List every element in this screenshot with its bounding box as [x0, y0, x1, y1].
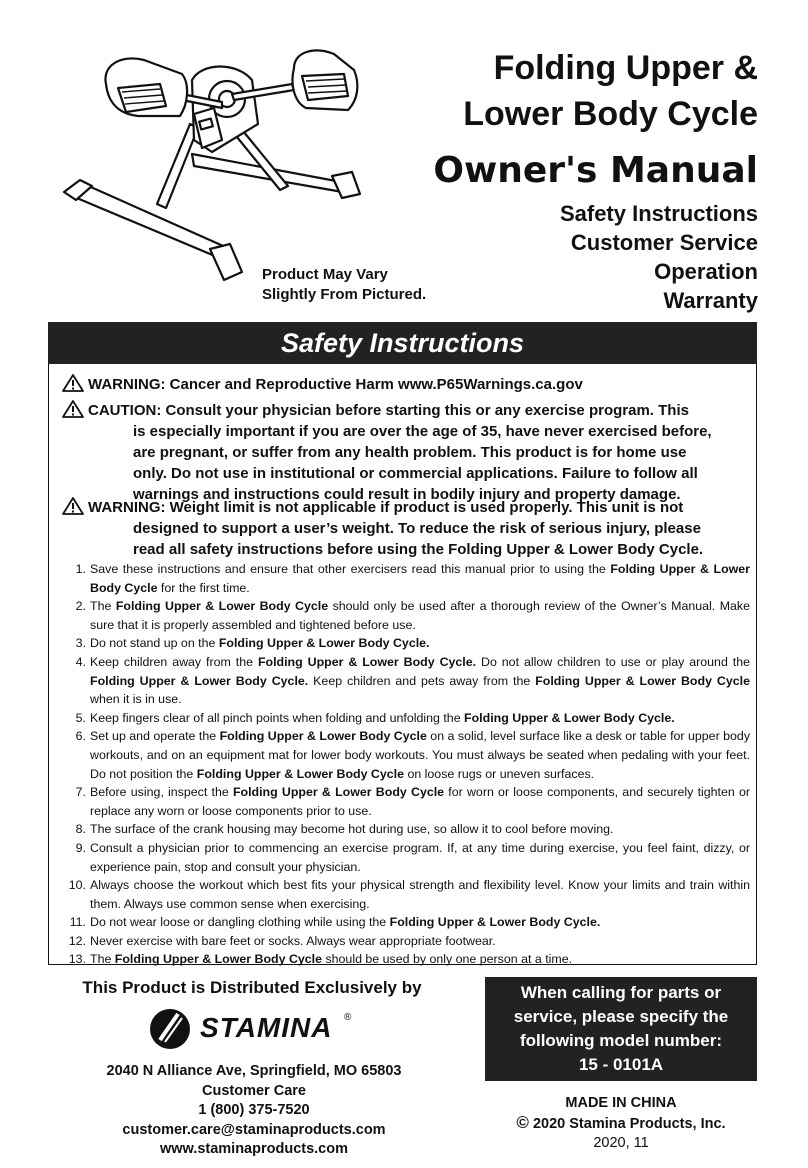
date-code: 2020, 11 [593, 1135, 649, 1151]
caution-line5: warnings and instructions could result in bodily injury and property damage. [133, 486, 681, 503]
image-note [262, 265, 426, 305]
safety-item-text: Always choose the workout which best fits your physical strength and flexibility level. Know your limits and train within them. Always use common sense when exercising. [90, 878, 750, 911]
caution-physician [62, 400, 752, 505]
safety-item [62, 727, 750, 783]
address-street: 2040 N Alliance Ave, Springfield, MO 65803 [106, 1063, 402, 1079]
safety-item [62, 932, 750, 951]
safety-item-number: 4. [75, 654, 86, 669]
callbox-line3: following model number: [519, 1031, 723, 1050]
safety-item-text: Keep children away from the Folding Upper & Lower Body Cycle. Do not allow children to use or play around the Folding Upper & Lower Body Cycle. Keep children and pets away from the Folding Upper & Lower Body Cycle when it is in use. [90, 654, 750, 707]
safety-item-text: Do not stand up on the Folding Upper & Lower Body Cycle. [90, 636, 430, 651]
safety-item-text: Never exercise with bare feet or socks. Always wear appropriate footwear. [90, 933, 496, 948]
safety-item-number: 6. [75, 729, 86, 744]
section-customer-service: Customer Service [570, 230, 758, 255]
brand-registered-mark: ® [344, 1012, 352, 1023]
image-note-line1: Product May Vary [262, 266, 388, 283]
warning-triangle-icon [62, 374, 84, 392]
weight-line1: WARNING: Weight limit is not applicable if product is used properly. This unit is not [88, 499, 684, 516]
model-number-box [485, 977, 757, 1081]
safety-item-text: Do not wear loose or dangling clothing while using the Folding Upper & Lower Body Cycle. [90, 915, 601, 930]
safety-item-number: 2. [75, 599, 86, 614]
safety-item [62, 839, 750, 876]
safety-item-text: Before using, inspect the Folding Upper & Lower Body Cycle for worn or loose components, and securely tighten or replace any worn or loose components prior to use. [90, 785, 751, 818]
safety-item-number: 11. [69, 915, 86, 930]
model-number: 15 - 0101A [578, 1055, 664, 1074]
distributor-heading: This Product is Distributed Exclusively by [82, 978, 422, 997]
product-title-line2: Lower Body Cycle [463, 95, 758, 133]
safety-item-text: Save these instructions and ensure that other exercisers read this manual prior to using the Folding Upper & Lower Body Cycle for the first time. [90, 562, 750, 595]
safety-item [62, 653, 750, 709]
made-in: MADE IN CHINA [565, 1095, 677, 1111]
section-warranty: Warranty [663, 288, 758, 313]
safety-item-number: 1. [75, 562, 86, 576]
product-title-line1: Folding Upper & [493, 49, 758, 87]
safety-item [62, 820, 750, 839]
warning-cancer [62, 374, 752, 395]
safety-item [62, 597, 750, 634]
warning-triangle-icon [62, 497, 84, 515]
safety-item-text: The Folding Upper & Lower Body Cycle should be used by only one person at a time. [90, 952, 573, 967]
safety-item [62, 709, 750, 728]
safety-item [62, 783, 750, 820]
image-note-line2: Slightly From Pictured. [262, 286, 427, 303]
safety-item-text: The Folding Upper & Lower Body Cycle should only be used after a thorough review of the Owner’s Manual. Make sure that it is properly assembled and tightened before use. [90, 599, 751, 632]
safety-item-number: 3. [75, 636, 86, 651]
copyright-icon: © [516, 1113, 529, 1132]
distributor-address [60, 1062, 448, 1160]
safety-item-number: 13. [68, 952, 86, 967]
caution-line1: CAUTION: Consult your physician before starting this or any exercise program. This [88, 402, 689, 419]
safety-item-number: 9. [75, 840, 86, 855]
caution-line3: are pregnant, or suffer from any health problem. This product is for home use [133, 444, 687, 461]
safety-item [62, 876, 750, 913]
safety-item-number: 12. [68, 933, 86, 948]
safety-item [62, 560, 750, 597]
warning-weight [62, 497, 752, 560]
manufacturing-info [485, 1094, 757, 1153]
copyright: 2020 Stamina Products, Inc. [532, 1116, 726, 1132]
address-phone: 1 (800) 375-7520 [198, 1102, 310, 1118]
safety-item [62, 950, 750, 969]
safety-item-text: Keep fingers clear of all pinch points when folding and unfolding the Folding Upper & Lower Body Cycle. [90, 710, 675, 725]
safety-item-text: Set up and operate the Folding Upper & Lower Body Cycle on a solid, level surface like a desk or table for upper body workouts, and on an equipment mat for lower body workouts. You must always be seated when pedaling with your feet. Do not position the Folding Upper & Lower Body Cycle on loose rugs or uneven surfaces. [90, 729, 751, 781]
callbox-line2: service, please specify the [513, 1007, 729, 1026]
weight-line3: read all safety instructions before using the Folding Upper & Lower Body Cycle. [133, 541, 704, 558]
warning-cancer-text: WARNING: Cancer and Reproductive Harm www.P65Warnings.ca.gov [88, 376, 583, 393]
safety-items-list [62, 560, 750, 969]
safety-item [62, 634, 750, 653]
weight-line2: designed to support a user’s weight. To reduce the risk of serious injury, please [133, 520, 701, 537]
address-website[interactable]: www.staminaproducts.com [160, 1141, 348, 1157]
safety-item-text: The surface of the crank housing may become hot during use, so allow it to cool before moving. [90, 822, 614, 837]
manual-title: Owner's Manual [433, 150, 758, 191]
address-customer-care: Customer Care [202, 1082, 306, 1099]
safety-heading: Safety Instructions [48, 322, 757, 364]
safety-item-number: 10. [68, 878, 86, 893]
caution-line4: only. Do not use in institutional or commercial applications. Failure to follow all [133, 465, 698, 482]
safety-item-number: 5. [75, 710, 86, 725]
section-safety: Safety Instructions [559, 201, 758, 226]
safety-item-number: 7. [75, 785, 86, 800]
warning-triangle-icon [62, 400, 84, 418]
product-illustration [62, 44, 382, 294]
stamina-logo [148, 1006, 358, 1052]
address-email[interactable]: customer.care@staminaproducts.com [122, 1121, 386, 1138]
safety-item-number: 8. [75, 822, 86, 837]
callbox-line1: When calling for parts or [520, 983, 722, 1002]
section-operation: Operation [654, 259, 758, 284]
caution-line2: is especially important if you are over the age of 35, have never exercised before, [133, 423, 712, 440]
safety-item-text: Consult a physician prior to commencing an exercise program. If, at any time during exercise, you feel faint, dizzy, or experience pain, stop and consult your physician. [90, 840, 750, 874]
brand-name: STAMINA [200, 1012, 333, 1043]
safety-item [62, 913, 750, 932]
